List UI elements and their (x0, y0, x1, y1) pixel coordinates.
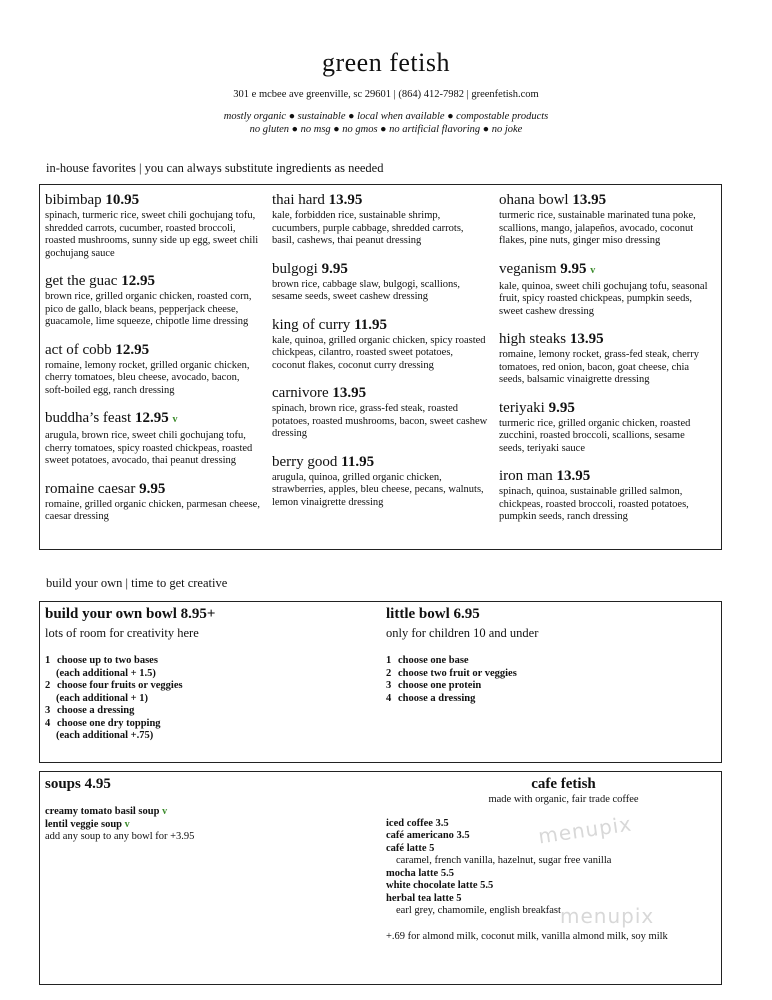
favorites-column-3 (499, 191, 711, 536)
step-text: choose one dry topping (57, 717, 161, 729)
soup-item (45, 806, 365, 819)
item-price: 13.95 (556, 468, 591, 484)
tagline-1: mostly organic ● sustainable ● local when available ● compostable products (223, 111, 549, 122)
favorites-box (39, 184, 722, 550)
menu-item-name (272, 260, 488, 278)
menu-item-description: spinach, quinoa, sustainable grilled salmon, chickpeas, roasted broccoli, roasted potatoes, pumpkin seeds, ranch dressing (499, 486, 689, 522)
step-row (386, 655, 706, 668)
drink-item: white chocolate latte 5.5 (386, 880, 494, 891)
menu-item-name (272, 453, 488, 471)
item-price: 9.95 (139, 480, 166, 497)
menu-item (272, 316, 488, 373)
step-number: 4 (45, 717, 51, 729)
step-number: 4 (386, 692, 392, 704)
menu-item-description: brown rice, cabbage slaw, bulgogi, scallions, sesame seeds, sweet cashew dressing (272, 278, 460, 302)
item-name-text: carnivore (272, 385, 329, 401)
restaurant-title: green fetish (321, 48, 450, 77)
menu-item-name (45, 480, 261, 498)
menu-item-description: brown rice, grilled organic chicken, roasted corn, pico de gallo, black beans, pepperjack cheese, guacamole, lime squeeze, chipotle lime dressing (45, 291, 252, 327)
drinks-soups-box (39, 771, 722, 985)
menu-item (45, 191, 261, 260)
drink-item: café latte 5 (386, 842, 435, 854)
item-price: 9.95 (560, 260, 587, 277)
step-number: 2 (45, 680, 51, 691)
item-name-text: bulgogi (272, 260, 318, 277)
menu-item-name (272, 316, 488, 334)
step-text: choose up to two bases (57, 655, 158, 666)
build-section-label: build your own | time to get creative (46, 576, 228, 590)
step-surcharge: (each additional + 1) (56, 692, 149, 704)
cafe-section (386, 776, 711, 943)
menu-item-name (499, 467, 711, 485)
address-line: 301 e mcbee ave greenville, sc 29601 | (864) 412-7982 | greenfetish.com (233, 89, 539, 100)
item-price: 12.95 (134, 410, 169, 426)
menu-item-name (45, 191, 261, 209)
menu-item (272, 260, 488, 304)
step-text: choose one base (398, 655, 469, 666)
tagline-2: no gluten ● no msg ● no gmos ● no artificial flavoring ● no joke (249, 124, 523, 135)
menu-item (45, 480, 261, 524)
soup-name: creamy tomato basil soup (45, 806, 160, 817)
menu-item (45, 341, 261, 398)
vegan-mark-icon: v (162, 806, 168, 817)
menu-item-name (272, 384, 488, 402)
item-name-text: romaine caesar (45, 480, 136, 497)
step-row (45, 718, 365, 731)
item-price: 11.95 (341, 453, 375, 470)
little-bowl-subtitle: only for children 10 and under (386, 626, 539, 640)
item-price: 13.95 (569, 331, 604, 347)
soup-note: add any soup to any bowl for +3.95 (45, 831, 195, 842)
build-bowl-subtitle: lots of room for creativity here (45, 626, 199, 640)
menu-item-name (499, 399, 711, 417)
menu-item (499, 260, 711, 319)
menu-item-description: arugula, brown rice, sweet chili gochujang tofu, cherry tomatoes, spicy roasted chickpeas, roasted sweet potatoes, avocado, thai peanut dressing (45, 430, 253, 466)
step-surcharge: (each additional +.75) (56, 730, 154, 741)
soups-section (45, 776, 365, 844)
item-name-text: teriyaki (499, 399, 545, 416)
drink-item: café americano 3.5 (386, 830, 470, 841)
item-price: 10.95 (105, 192, 140, 208)
item-price: 12.95 (121, 273, 155, 289)
item-name-text: berry good (272, 453, 338, 470)
step-text: choose four fruits or veggies (57, 680, 183, 691)
step-row (386, 693, 706, 706)
soup-item (45, 819, 365, 832)
item-name-text: ohana bowl (499, 192, 569, 208)
item-name-text: iron man (499, 468, 553, 484)
item-price: 13.95 (572, 192, 607, 208)
watermark-2: menupix (560, 904, 655, 928)
menu-item-description: spinach, brown rice, grass-fed steak, roasted potatoes, roasted mushrooms, bacon, sweet cashew dressing (272, 403, 488, 439)
step-number: 3 (45, 705, 51, 716)
menu-item-description: romaine, grilled organic chicken, parmesan cheese, caesar dressing (45, 498, 260, 522)
menu-item-name (45, 409, 261, 429)
menu-item (499, 467, 711, 524)
step-row (386, 680, 706, 693)
menu-item-name (45, 341, 261, 359)
menu-item-description: romaine, lemony rocket, grilled organic chicken, cherry tomatoes, bleu cheese, avocado, bacon, soft-boiled egg, ranch dressing (45, 359, 250, 396)
item-name-text: thai hard (272, 192, 325, 208)
step-row (45, 705, 365, 718)
menu-item-description: turmeric rice, sustainable marinated tuna poke, scallions, mango, jalapeños, avocado, coconut flakes, pine nuts, ginger miso dressing (499, 210, 696, 246)
favorites-column-2 (272, 191, 488, 521)
drink-item: herbal tea latte 5 (386, 892, 462, 904)
menu-item (499, 191, 711, 248)
menu-item-name (499, 191, 711, 209)
step-row (45, 655, 365, 668)
item-price: 9.95 (548, 399, 575, 416)
step-row (386, 668, 706, 681)
menu-item-description: spinach, turmeric rice, sweet chili gochujang tofu, shredded carrots, cucumber, roasted broccoli, roasted mushrooms, sunny side up egg, sweet chili gochujang sauce (45, 210, 259, 259)
soup-name: lentil veggie soup (45, 818, 123, 830)
menu-item (45, 272, 261, 329)
step-number: 3 (386, 680, 392, 691)
build-bowl-steps (45, 655, 365, 743)
step-number: 2 (386, 667, 392, 679)
drink-options: earl grey, chamomile, english breakfast (396, 905, 561, 916)
build-box (39, 601, 722, 763)
vegan-mark-icon: v (590, 264, 596, 276)
menu-item (272, 384, 488, 441)
favorites-column-1 (45, 191, 261, 536)
menu-item (272, 453, 488, 510)
vegan-mark-icon: v (172, 414, 178, 425)
cafe-title: cafe fetish (531, 776, 596, 792)
watermark: menupix (536, 811, 634, 849)
item-price: 9.95 (321, 260, 348, 277)
menu-item-name (499, 330, 711, 348)
item-price: 13.95 (332, 385, 367, 401)
menu-item-description: kale, quinoa, sweet chili gochujang tofu, seasonal fruit, spicy roasted chickpeas, pumpkin seeds, sweet cashew dressing (499, 280, 708, 317)
little-bowl-title: little bowl 6.95 (386, 606, 480, 622)
vegan-mark-icon: v (124, 818, 130, 830)
item-name-text: act of cobb (45, 341, 112, 358)
soups-title: soups 4.95 (45, 776, 111, 792)
item-name-text: king of curry (272, 316, 351, 333)
menu-item (499, 330, 711, 387)
item-price: 12.95 (115, 341, 150, 358)
item-name-text: buddha’s feast (45, 410, 132, 426)
menu-item-description: arugula, quinoa, grilled organic chicken, strawberries, apples, bleu cheese, pecans, walnuts, lemon vinaigrette dressing (272, 471, 484, 508)
item-price: 13.95 (328, 192, 363, 208)
menu-item (272, 191, 488, 248)
step-number: 1 (386, 655, 392, 666)
step-text: choose a dressing (57, 705, 135, 716)
menu-item-name (272, 191, 488, 209)
favorites-section-label: in-house favorites | you can always substitute ingredients as needed (46, 161, 384, 175)
menu-item-description: turmeric rice, grilled organic chicken, roasted zucchini, roasted broccoli, scallions, sesame seeds, teriyaki sauce (499, 417, 691, 454)
menu-item (45, 409, 261, 468)
step-text: choose one protein (398, 680, 482, 691)
little-bowl (386, 606, 706, 705)
menu-item-description: kale, forbidden rice, sustainable shrimp, cucumbers, purple cabbage, shredded carrots, basil, cashews, thai peanut dressing (272, 210, 464, 246)
menu-item-description: romaine, lemony rocket, grass-fed steak, cherry tomatoes, red onion, bacon, goat cheese, chia seeds, balsamic vinaigrette dressing (499, 349, 700, 385)
menu-item-name (45, 272, 261, 290)
soup-list (45, 806, 365, 831)
milk-note: +.69 for almond milk, coconut milk, vanilla almond milk, soy milk (386, 930, 668, 942)
item-name-text: high steaks (499, 331, 567, 347)
step-row (45, 680, 365, 693)
step-text: choose two fruit or veggies (398, 667, 517, 679)
item-name-text: bibimbap (45, 192, 102, 208)
menu-item-name (499, 260, 711, 280)
item-price: 11.95 (354, 316, 387, 333)
little-bowl-steps (386, 655, 706, 705)
menu-item-description: kale, quinoa, grilled organic chicken, spicy roasted chickpeas, cilantro, roasted sweet potatoes, coconut flakes, coconut curry dressing (272, 334, 486, 371)
item-name-text: veganism (499, 260, 557, 277)
drink-item: mocha latte 5.5 (386, 867, 454, 879)
build-your-own-bowl (45, 606, 365, 743)
drink-item: iced coffee 3.5 (386, 817, 449, 829)
drink-options: caramel, french vanilla, hazelnut, sugar free vanilla (396, 855, 612, 866)
menu-item (499, 399, 711, 456)
item-name-text: get the guac (45, 273, 118, 289)
step-number: 1 (45, 655, 51, 666)
step-surcharge: (each additional + 1.5) (56, 667, 156, 679)
step-text: choose a dressing (398, 692, 476, 704)
build-bowl-title: build your own bowl 8.95+ (45, 606, 216, 622)
cafe-subtitle: made with organic, fair trade coffee (488, 794, 639, 805)
